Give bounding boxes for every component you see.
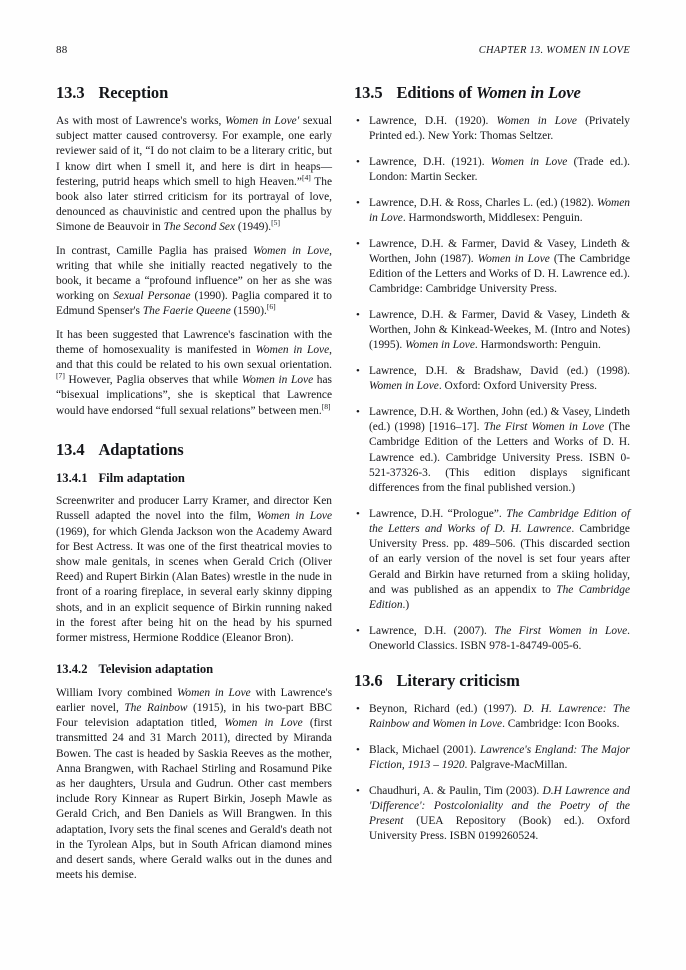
italic-run: The First Women in Love — [483, 421, 605, 434]
footnote-marker: [8] — [321, 401, 331, 411]
text-run: (1969), for which Glenda Jackson won the Academy Award for Best Actress. It was one of the first theatrical movies to show male genitals, in scenes when Gerald Crich (Oliver Reed) and Rupert Birkin (Alan Bates) wrestle in the nude in front of a roaring fireplace, in several early skinny dipping shots, and in an explicit sequence of Birkin running naked in the forest after being hit on the head by his spurned former mistress, Hermione Roddice (Eleanor Bron). — [56, 525, 332, 645]
text-run: Lawrence, D.H. (2007). — [369, 624, 495, 637]
two-column-body — [56, 84, 630, 883]
section-number: 13.4 — [56, 439, 85, 459]
reference-list-item — [354, 507, 630, 613]
footnote-marker: [5] — [271, 218, 280, 228]
bullet-icon: • — [356, 507, 360, 520]
bullet-icon: • — [356, 703, 360, 716]
bullet-icon: • — [356, 309, 360, 321]
section-title-work: Women in Love — [475, 83, 581, 102]
reference-list-item — [354, 114, 630, 144]
italic-run: Women in Love — [176, 686, 251, 699]
section-heading-literary-criticism — [354, 672, 630, 691]
subsection-heading-television-adaptation — [56, 662, 332, 676]
text-run: Lawrence, D.H. (1920). — [369, 114, 497, 127]
section-heading-editions — [354, 84, 630, 103]
subsection-number: 13.4.1 — [56, 470, 88, 485]
italic-run: Women in Love — [241, 374, 314, 387]
chapter-running-title: CHAPTER 13. WOMEN IN LOVE — [478, 45, 630, 56]
section-heading-reception — [56, 84, 332, 103]
text-run: . Cambridge: Icon Books. — [502, 718, 620, 731]
italic-run: Women in Love — [256, 510, 332, 523]
text-run: . Harmondsworth, Middlesex: Penguin. — [402, 211, 583, 224]
italic-run: Sexual Personae — [113, 290, 191, 303]
italic-run: Women in Love — [477, 252, 550, 265]
body-paragraph — [56, 244, 332, 320]
body-paragraph — [56, 114, 332, 236]
bullet-icon: • — [356, 406, 360, 419]
footnote-marker: [6] — [266, 302, 276, 312]
section-title — [396, 84, 630, 103]
text-run: . Harmondsworth: Penguin. — [474, 339, 601, 352]
italic-run: Women in Love — [496, 114, 577, 127]
reference-list-item — [354, 405, 630, 496]
text-run: has “bisexual implications”, she is skeptical that Lawrence would have endorsed “full sexual relations” between men. — [56, 374, 332, 417]
running-head — [56, 44, 630, 58]
literary-criticism-list — [354, 702, 630, 845]
subsection-title: Film adaptation — [98, 470, 185, 485]
editions-list — [354, 114, 630, 654]
italic-run: Women in Love — [369, 380, 439, 393]
text-run: (1590). — [230, 305, 267, 318]
bullet-icon: • — [356, 196, 360, 209]
italic-run: Lawrence's England: The Major Fiction, 1913 – 1920 — [369, 743, 630, 772]
text-run: . Oneworld Classics. ISBN 978-1-84749-005-6. — [369, 624, 630, 652]
italic-run: The Second Sex — [163, 221, 236, 234]
text-run: Lawrence, D.H. & Bradshaw, David (ed.) (1998). — [369, 365, 630, 378]
text-run: As with most of Lawrence's works, — [56, 114, 226, 127]
text-run: (Trade ed.). London: Martin Secker. — [369, 155, 630, 184]
section-title: Reception — [98, 83, 169, 102]
text-run: Lawrence, D.H. & Farmer, David & Vasey, Lindeth & Worthen, John & Kinkead-Weekes, M. (Intro and Notes) (1995). — [369, 309, 630, 352]
bullet-icon: • — [356, 155, 360, 168]
text-run: Black, Michael (2001). — [369, 743, 480, 756]
reference-list-item — [354, 624, 630, 654]
text-run: Beynon, Richard (ed.) (1997). — [369, 703, 524, 716]
text-run: (first transmitted 24 and 31 March 2011), directed by Miranda Bowen. The cast is headed by Saskia Reeves as the mother, Anna Brangwen, with Rachael Stirling and Rosamund Pike as her daughters, Ursula and Gudrun. Other cast members include Rory Kinnear as Rupert Birkin, Joseph Mawle as Gerald Crich, and Ben Daniels as Will Brangwen. In this adaptation, Ivory sets the final scenes and Gerald's death not in the Tyrolean Alps, but in South African diamond mines and desert sands, where Gerald walks out in the dunes and meets his demise. — [56, 717, 332, 882]
bullet-icon: • — [356, 365, 360, 378]
italic-run: D. H. Lawrence: The Rainbow and Women in Love — [369, 703, 630, 731]
section-number: 13.6 — [354, 671, 383, 691]
reference-list-item — [354, 155, 630, 185]
reference-list-item — [354, 196, 630, 226]
text-run: (1990). Paglia compared it to Edmund Spenser's — [56, 290, 333, 318]
text-run: (The Cambridge Edition of the Letters and Works of D. H. Lawrence ed.). Cambridge: Cambridge University Press. — [369, 252, 630, 296]
section-title: Literary criticism — [396, 671, 520, 691]
section-number: 13.3 — [56, 83, 85, 102]
right-column — [354, 84, 630, 845]
italic-run: Women in Love — [255, 343, 330, 356]
italic-run: Women in Love — [490, 155, 568, 168]
text-run: The book also later stirred criticism for its portrayal of love, denounced as chauvinistic and centred upon the phallus by Simone de Beauvoir in — [56, 175, 332, 234]
television-adaptation-body — [56, 686, 332, 884]
bullet-icon: • — [356, 784, 360, 797]
subsection-title: Television adaptation — [98, 662, 214, 677]
italic-run: The Cambridge Edition of the Letters and Works of D. H. Lawrence — [369, 507, 630, 535]
reference-list-item — [354, 237, 630, 298]
text-run: Lawrence, D.H. & Farmer, David & Vasey, Lindeth & Worthen, John (1987). — [369, 237, 630, 265]
text-run: sexual subject matter caused controversy. For example, one early reviewer said of it, “I do not claim to be a literary critic, but I know dirt when I smell it, and here is dirt in heaps—festering, putrid heaps which smell to high Heaven.” — [56, 114, 332, 188]
text-run: Lawrence, D.H. (1921). — [369, 155, 491, 168]
section-heading-adaptations — [56, 441, 332, 460]
italic-run: The First Women in Love — [494, 624, 628, 637]
subsection-number: 13.4.2 — [56, 662, 88, 677]
text-run: (Privately Printed ed.). New York: Thomas Seltzer. — [369, 114, 630, 143]
bullet-icon: • — [356, 743, 360, 756]
italic-run: Women in Love — [369, 196, 630, 224]
body-paragraph — [56, 686, 332, 884]
text-run: Lawrence, D.H. “Prologue”. — [369, 507, 507, 520]
left-column — [56, 84, 332, 883]
film-adaptation-body — [56, 494, 332, 646]
body-paragraph — [56, 328, 332, 419]
text-run: It has been suggested that Lawrence's fascination with the theme of homosexuality is manifested in — [56, 328, 332, 356]
section-title-prefix: Editions of — [396, 83, 476, 102]
text-run: , and that this could be related to his own sexual orientation. — [56, 343, 332, 372]
text-run: . Cambridge University Press. pp. 489–506. (This discarded section of an early version of the novel is set four years after Gerald and Birkin have returned from a skiing holiday, and was published as an appendix to — [369, 522, 630, 596]
italic-run: The Faerie Queene — [142, 305, 231, 318]
italic-run: The Rainbow — [124, 701, 188, 714]
section-number: 13.5 — [354, 83, 383, 102]
text-run: . Oxford: Oxford University Press. — [438, 380, 597, 393]
italic-run: Women in Love' — [225, 114, 300, 127]
italic-run: Women in Love — [224, 717, 303, 730]
text-run: Lawrence, D.H. & Ross, Charles L. (ed.) (1982). — [369, 196, 597, 209]
italic-run: D.H Lawrence and 'Difference': Postcoloniality and the Poetry of the Present — [369, 784, 630, 828]
text-run: Lawrence, D.H. & Worthen, John (ed.) & Vasey, Lindeth (ed.) (1998) [1916–17]. — [369, 406, 630, 434]
page-number: 88 — [56, 44, 68, 56]
reception-body — [56, 114, 332, 419]
text-run: (UEA Repository (Book) ed.). Oxford University Press. ISBN 0199260524. — [369, 815, 630, 843]
bullet-icon: • — [356, 237, 360, 250]
reference-list-item — [354, 743, 630, 773]
reference-list-item — [354, 784, 630, 845]
reference-list-item — [354, 702, 630, 732]
text-run: In contrast, Camille Paglia has praised — [56, 244, 254, 257]
footnote-marker: [7] — [56, 371, 65, 381]
text-run: with Lawrence's earlier novel, — [56, 686, 333, 714]
text-run: Chaudhuri, A. & Paulin, Tim (2003). — [369, 784, 543, 797]
text-run: However, Paglia observes that while — [64, 374, 242, 387]
italic-run: The Cambridge Edition — [369, 583, 630, 611]
text-run: , writing that while she initially reacted negatively to the book, it became a “profound influence” on her as she was working on — [56, 244, 333, 303]
text-run: William Ivory combined — [56, 686, 177, 699]
italic-run: Women in Love — [405, 339, 475, 352]
text-run: Screenwriter and producer Larry Kramer, and director Ken Russell adapted the novel into the film, — [56, 495, 332, 523]
italic-run: Women in Love — [253, 244, 330, 257]
reference-list-item — [354, 308, 630, 354]
section-title: Adaptations — [98, 439, 184, 459]
bullet-icon: • — [356, 114, 360, 127]
text-run: (1949). — [235, 221, 272, 234]
text-run: (1915), in his two-part BBC Four television adaptation titled, — [56, 701, 332, 730]
subsection-heading-film-adaptation — [56, 471, 332, 485]
reference-list-item — [354, 364, 630, 394]
bullet-icon: • — [356, 624, 360, 637]
text-run: .) — [402, 598, 410, 611]
text-run: (The Cambridge Edition of the Letters and Works of D. H. Lawrence ed.). Cambridge University Press. ISBN 0-521-37326-3. (This edition displays significant differences from the final published version.) — [369, 421, 631, 495]
footnote-marker: [4] — [301, 172, 311, 182]
body-paragraph — [56, 494, 332, 646]
text-run: . Palgrave-MacMillan. — [464, 759, 568, 772]
